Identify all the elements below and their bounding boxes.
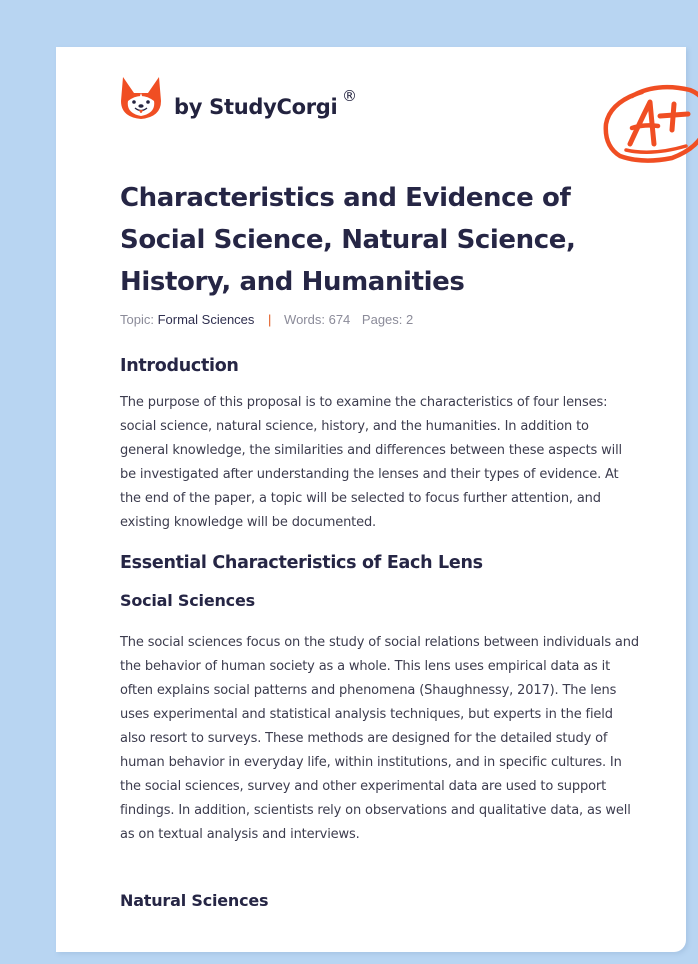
header [120, 75, 646, 145]
subheading-social-sciences: Social Sciences [120, 591, 255, 610]
paragraph-social-sciences: The social sciences focus on the study of social relations between individuals and the behavior of human society as a whole. This lens uses empirical data as it often explains social patterns and phenomena (Shaughnessy, 2017). The lens uses experimental and statistical analysis techniques, but experts in the field also resort to surveys. These methods are designed for the detailed study of human behavior in everyday life, within institutions, and in specific cultures. In the social sciences, survey and other experimental data are used to support findings. In addition, scientists rely on observations and qualitative data, as well as on textual analysis and interviews. [120, 635, 639, 842]
a-plus-grade-icon [602, 84, 698, 166]
document-meta [120, 312, 413, 327]
registered-mark: ® [342, 87, 357, 105]
document-card [56, 47, 686, 952]
page-count: Pages: 2 [361, 312, 414, 327]
document-title: Characteristics and Evidence of Social Science, Natural Science, History, and Humanities [120, 183, 576, 297]
corgi-logo-icon [120, 75, 162, 121]
meta-separator: | [268, 312, 272, 327]
word-count: Words: 674 [284, 312, 351, 327]
subheading-natural-sciences: Natural Sciences [120, 891, 269, 910]
paragraph-introduction: The purpose of this proposal is to examine the characteristics of four lenses: social science, natural science, history, and the humanities. In addition to general knowledge, the similarities and differences between these aspects will be investigated after understanding the lenses and their types of evidence. At the end of the paper, a topic will be selected to focus further attention, and existing knowledge will be documented. [120, 395, 622, 530]
topic-label: Topic: [120, 312, 154, 327]
brand-name: by StudyCorgi [174, 95, 338, 119]
section-heading-introduction: Introduction [120, 356, 239, 376]
topic-link[interactable]: Formal Sciences [157, 312, 255, 327]
section-heading-essential-characteristics: Essential Characteristics of Each Lens [120, 553, 483, 573]
brand-logo[interactable] [120, 75, 162, 121]
